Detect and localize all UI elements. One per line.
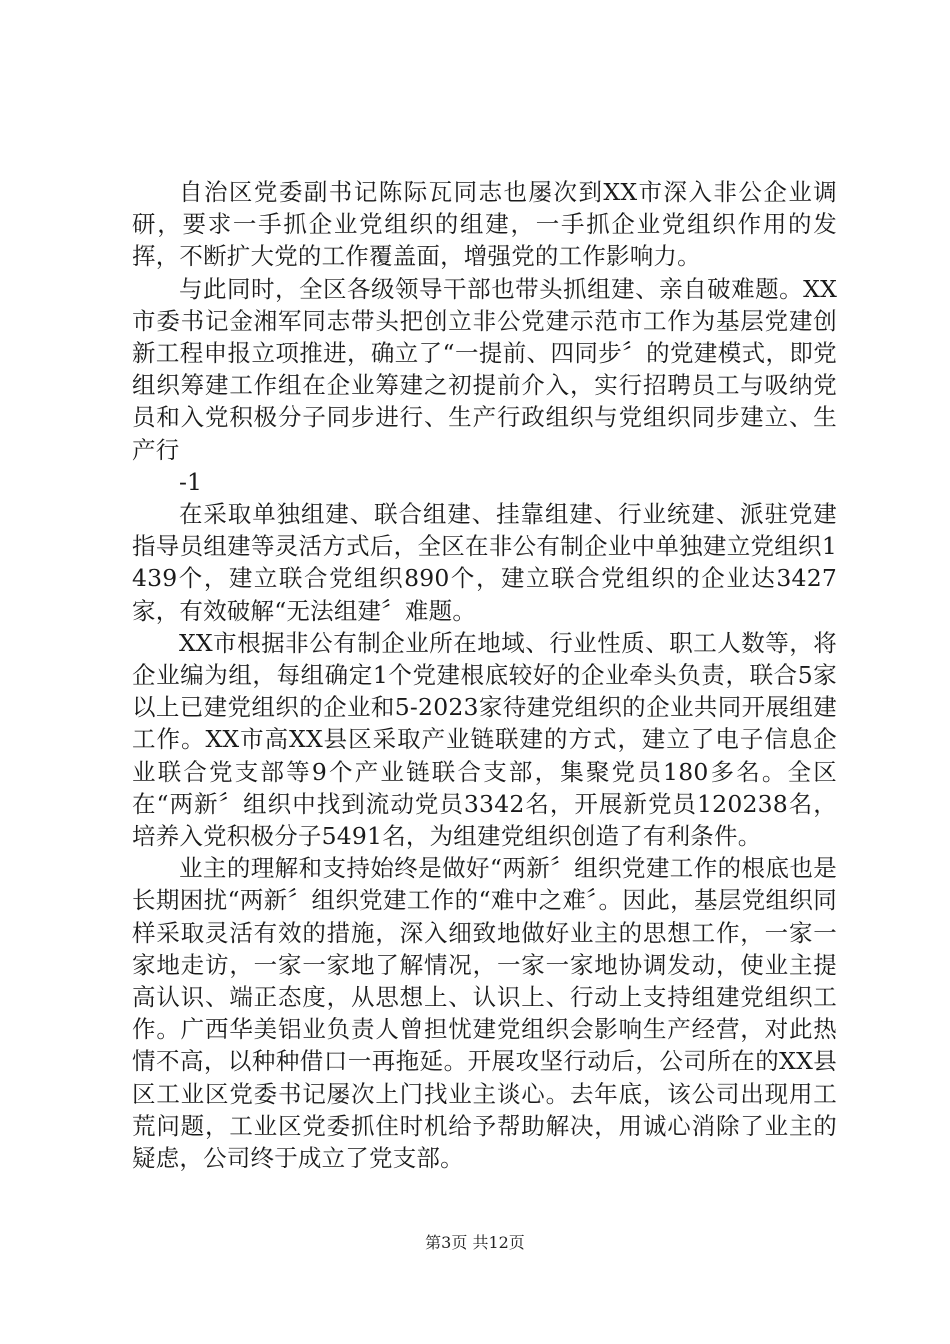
document-body bbox=[132, 176, 837, 1174]
paragraph-1: 自治区党委副书记陈际瓦同志也屡次到XX市深入非公企业调研，要求一手抓企业党组织的组建，一手抓企业党组织作用的发挥，不断扩大党的工作覆盖面，增强党的工作影响力。 bbox=[132, 178, 837, 271]
inline-page-marker: -1 bbox=[179, 467, 202, 496]
paragraph-3: 在采取单独组建、联合组建、挂靠组建、行业统建、派驻党建指导员组建等灵活方式后，全区在非公有制企业中单独建立党组织1439个，建立联合党组织890个，建立联合党组织的企业达3427家，有效破解“无法组建〞难题。 bbox=[132, 500, 837, 625]
page-footer: 第3页 共12页 bbox=[425, 1233, 525, 1252]
paragraph-2: 与此同时，全区各级领导干部也带头抓组建、亲自破难题。XX市委书记金湘军同志带头把创立非公党建示范市工作为基层党建创新工程申报立项推进，确立了“一提前、四同步〞的党建模式，即党组织筹建工作组在企业筹建之初提前介入，实行招聘员工与吸纳党员和入党积极分子同步进行、生产行政组织与党组织同步建立、生产行 bbox=[132, 274, 837, 464]
paragraph-4: XX市根据非公有制企业所在地域、行业性质、职工人数等，将企业编为组，每组确定1个党建根底较好的企业牵头负责，联合5家以上已建党组织的企业和5-2023家待建党组织的企业共同开展组建工作。XX市高XX县区采取产业链联建的方式，建立了电子信息企业联合党支部等9个产业链联合支部，集聚党员180多名。全区在“两新〞组织中找到流动党员3342名，开展新党员120238名，培养入党积极分子5491名，为组建党组织创造了有利条件。 bbox=[132, 628, 837, 851]
paragraph-5: 业主的理解和支持始终是做好“两新〞组织党建工作的根底也是长期困扰“两新〞组织党建工作的“难中之难〞。因此，基层党组织同样采取灵活有效的措施，深入细致地做好业主的思想工作，一家一家地走访，一家一家地了解情况，一家一家地协调发动，使业主提高认识、端正态度，从思想上、认识上、行动上支持组建党组织工作。广西华美铝业负责人曾担忧建党组织会影响生产经营，对此热情不高，以种种借口一再拖延。开展攻坚行动后，公司所在的XX县区工业区党委书记屡次上门找业主谈心。去年底，该公司出现用工荒问题，工业区党委抓住时机给予帮助解决，用诚心消除了业主的疑虑，公司终于成立了党支部。 bbox=[132, 854, 837, 1173]
